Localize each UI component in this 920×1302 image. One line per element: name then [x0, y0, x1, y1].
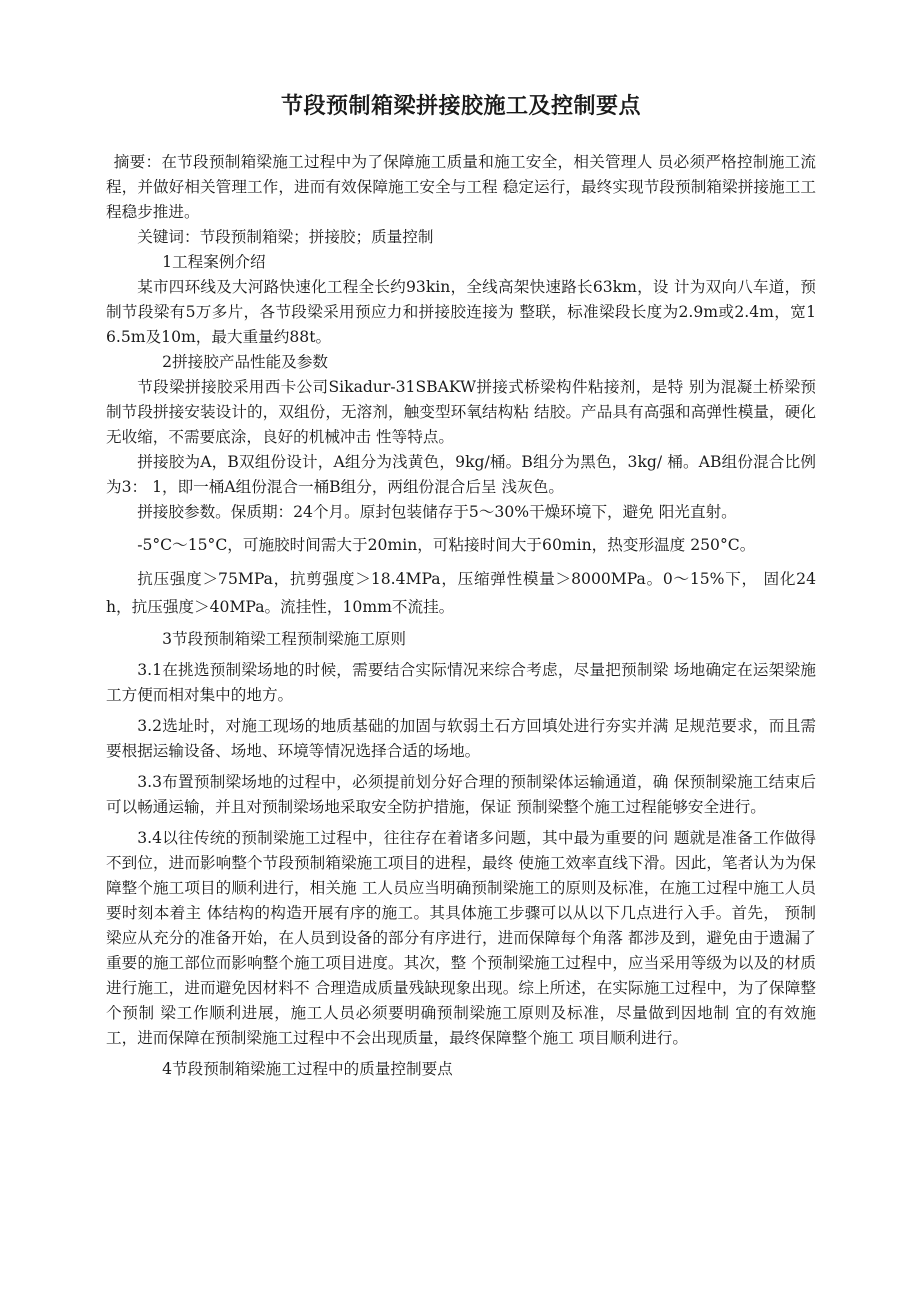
- document-title: 节段预制箱梁拼接胶施工及控制要点: [280, 94, 641, 119]
- section-heading-4: 4节段预制箱梁施工过程中的质量控制要点: [162, 1060, 453, 1078]
- body-paragraph: 节段梁拼接胶采用西卡公司Sikadur-31SBAKW拼接式桥梁构件粘接剂，是特 别为混凝土桥梁预制节段拼接安装设计的，双组份，无溶剂，触变型环氧结构粘 结胶。产品具有高强和高弹性模量，硬化无收缩，不需要底涂，良好的机械冲击 性等特点。: [106, 378, 816, 446]
- body-paragraph: 某市四环线及大河路快速化工程全长约93kin，全线高架快速路长63km，设 计为双向八车道，预制节段梁有5万多片，各节段梁采用预应力和拼接胶连接为 整联，标准梁段长度为2.9m或2.4m，宽16.5m及10m，最大重量约88t。: [106, 278, 816, 346]
- body-paragraph: 3.2选址时，对施工现场的地质基础的加固与软弱土石方回填处进行夯实并满 足规范要求，而且需要根据运输设备、场地、环境等情况选择合适的场地。: [106, 717, 816, 760]
- body-paragraph: 3.3布置预制梁场地的过程中，必须提前划分好合理的预制梁体运输通道，确 保预制梁施工结束后可以畅通运输，并且对预制梁场地采取安全防护措施，保证 预制梁整个施工过程能够安全进行。: [106, 773, 816, 816]
- abstract-paragraph: 摘要：在节段预制箱梁施工过程中为了保障施工质量和施工安全，相关管理人 员必须严格控制施工流程，并做好相关管理工作，进而有效保障施工安全与工程 稳定运行，最终实现节段预制箱梁拼接施工工程稳步推进。: [106, 153, 816, 221]
- body-paragraph: 3.1在挑选预制梁场地的时候，需要结合实际情况来综合考虑，尽量把预制梁 场地确定在运架梁施工方便而相对集中的地方。: [106, 661, 816, 704]
- section-heading-2: 2拼接胶产品性能及参数: [162, 353, 329, 371]
- body-paragraph: 拼接胶为A，B双组份设计，A组分为浅黄色，9kg/桶。B组分为黑色，3kg/ 桶。AB组份混合比例为3： 1，即一桶A组份混合一桶B组分，两组份混合后呈 浅灰色。: [106, 453, 816, 496]
- body-paragraph: 抗压强度＞75MPa，抗剪强度＞18.4MPa，压缩弹性模量＞8000MPa。0〜15%下， 固化24h，抗压强度＞40MPa。流挂性，10mm不流挂。: [106, 570, 816, 616]
- body-paragraph: 3.4以往传统的预制梁施工过程中，往往存在着诸多问题，其中最为重要的问 题就是准备工作做得不到位，进而影响整个节段预制箱梁施工项目的进程，最终 使施工效率直线下滑。因此，笔者认为为保障整个施工项目的顺利进行，相关施 工人员应当明确预制梁施工的原则及标准，在施工过程中施工人员要时刻本着主 体结构的构造开展有序的施工。其具体施工步骤可以从以下几点进行入手。首先， 预制梁应从充分的准备开始，在人员到设备的部分有序进行，进而保障每个角落 都涉及到，避免由于遗漏了重要的施工部位而影响整个施工项目进度。其次，整 个预制梁施工过程中，应当采用等级为以及的材质进行施工，进而避免因材料不 合理造成质量残缺现象出现。综上所述，在实际施工过程中，为了保障整个预制 梁工作顺利进展，施工人员必须要明确预制梁施工原则及标准，尽量做到因地制 宜的有效施工，进而保障在预制梁施工过程中不会出现质量，最终保障整个施工 项目顺利进行。: [106, 829, 816, 1047]
- section-heading-1: 1工程案例介绍: [162, 253, 266, 271]
- body-paragraph: -5°C〜15°C，可施胶时间需大于20min，可粘接时间大于60min，热变形温度 250°C。: [137, 536, 756, 554]
- section-heading-3: 3节段预制箱梁工程预制梁施工原则: [162, 630, 406, 648]
- body-paragraph: 拼接胶参数。保质期：24个月。原封包装储存于5〜30%干燥环境下，避免 阳光直射。: [137, 503, 737, 521]
- keywords-paragraph: 关键词：节段预制箱梁；拼接胶；质量控制: [137, 228, 434, 246]
